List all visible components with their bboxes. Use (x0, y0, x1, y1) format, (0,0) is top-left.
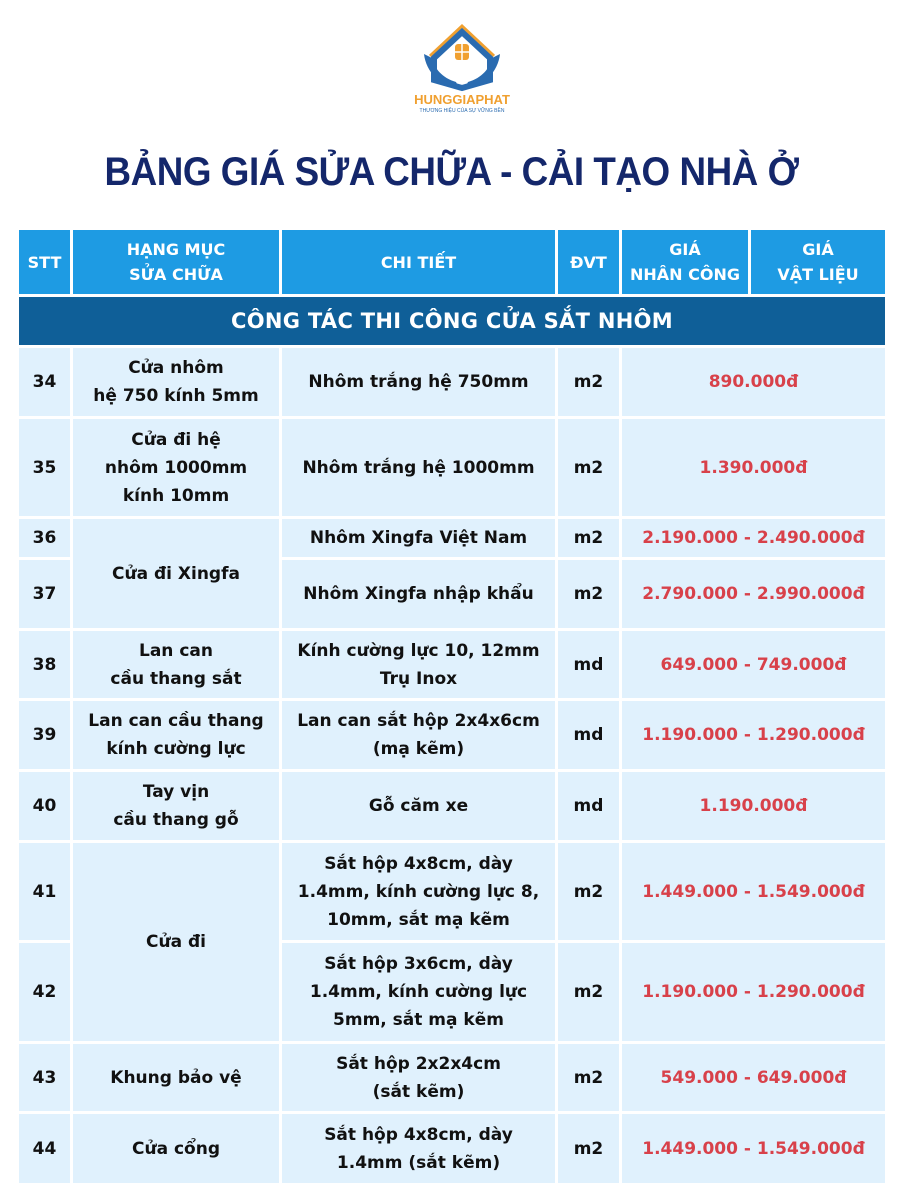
cell-detail (282, 631, 555, 698)
cell-stt: 43 (19, 1044, 70, 1111)
detail-line: Lan can sắt hộp 2x4x6cm (297, 711, 540, 731)
page-title: BẢNG GIÁ SỬA CHỮA - CẢI TẠO NHÀ Ở (104, 150, 799, 194)
table-row (19, 1044, 885, 1111)
category-line: Cửa đi Xingfa (112, 563, 240, 584)
detail-line: Sắt hộp 3x6cm, dày (324, 954, 513, 974)
table-row (19, 419, 885, 516)
detail-line: Gỗ căm xe (368, 796, 469, 816)
section-row (19, 297, 885, 345)
header-labor-price (622, 230, 748, 294)
category-line: Lan can (139, 640, 213, 661)
cell-stt: 44 (19, 1114, 70, 1183)
brand-logo (412, 14, 512, 119)
cell-category (73, 1044, 279, 1111)
cell-stt: 36 (19, 519, 70, 557)
header-stt: STT (19, 230, 70, 294)
category-line: Lan can cầu thang (88, 711, 264, 731)
category-line: Cửa nhôm (128, 358, 224, 378)
cell-stt: 35 (19, 419, 70, 516)
cell-detail (282, 348, 555, 416)
detail-line: 1.4mm, kính cường lực (309, 982, 528, 1002)
detail-line: 10mm, sắt mạ kẽm (327, 909, 510, 930)
cell-price: 1.190.000 - 1.290.000đ (622, 943, 885, 1041)
cell-detail (282, 419, 555, 516)
cell-price: 1.190.000đ (622, 772, 885, 840)
header-labor-line1: GIÁ (669, 240, 701, 259)
category-line: nhôm 1000mm (104, 457, 248, 478)
detail-line: Nhôm Xingfa nhập khẩu (303, 584, 534, 604)
detail-line: Sắt hộp 4x8cm, dày (324, 853, 513, 874)
cell-price: 549.000 - 649.000đ (622, 1044, 885, 1111)
category-line: Khung bảo vệ (110, 1067, 242, 1088)
cell-unit: m2 (558, 519, 619, 557)
table-header-row (19, 230, 885, 294)
cell-price: 2.790.000 - 2.990.000đ (622, 560, 885, 628)
detail-line: Kính cường lực 10, 12mm (297, 640, 540, 661)
category-line: Cửa đi (146, 932, 206, 952)
cell-detail (282, 1114, 555, 1183)
cell-category (73, 701, 279, 769)
cell-price: 1.449.000 - 1.549.000đ (622, 1114, 885, 1183)
cell-unit: md (558, 631, 619, 698)
detail-line: Sắt hộp 4x8cm, dày (324, 1124, 513, 1145)
header-material-line2: VẬT LIỆU (777, 265, 859, 284)
category-line: Tay vịn (142, 782, 210, 802)
header-unit: ĐVT (558, 230, 619, 294)
category-line: Cửa cổng (132, 1138, 220, 1159)
cell-price: 2.190.000 - 2.490.000đ (622, 519, 885, 557)
cell-detail (282, 772, 555, 840)
category-line: kính 10mm (122, 485, 230, 506)
category-line: cầu thang sắt (110, 668, 242, 689)
header-category (73, 230, 279, 294)
cell-category (73, 419, 279, 516)
cell-stt: 38 (19, 631, 70, 698)
brand-tagline: THƯƠNG HIỆU CỦA SỰ VỮNG BỀN (419, 108, 505, 114)
table-row (19, 772, 885, 840)
cell-stt: 41 (19, 843, 70, 940)
category-line: kính cường lực (106, 739, 246, 759)
cell-unit: m2 (558, 1044, 619, 1111)
detail-line: Trụ Inox (379, 668, 458, 689)
detail-line: Nhôm trắng hệ 750mm (308, 372, 529, 392)
brand-name: HUNGGIAPHAT (414, 92, 510, 107)
cell-detail (282, 701, 555, 769)
category-line: cầu thang gỗ (113, 810, 239, 830)
cell-stt: 42 (19, 943, 70, 1041)
category-line: Cửa đi hệ (131, 429, 221, 450)
cell-stt: 40 (19, 772, 70, 840)
header-category-line1: HẠNG MỤC (126, 240, 226, 259)
section-title: CÔNG TÁC THI CÔNG CỬA SẮT NHÔM (19, 297, 885, 345)
house-hands-icon (412, 14, 512, 94)
table-row (19, 348, 885, 416)
category-line: hệ 750 kính 5mm (93, 386, 259, 406)
detail-line: 1.4mm (sắt kẽm) (336, 1152, 501, 1173)
detail-line: Nhôm Xingfa Việt Nam (309, 528, 528, 548)
cell-category (73, 631, 279, 698)
header-material-line1: GIÁ (802, 240, 834, 259)
cell-category (73, 843, 279, 1041)
table-row (19, 631, 885, 698)
cell-category (73, 519, 279, 628)
cell-unit: m2 (558, 843, 619, 940)
cell-stt: 34 (19, 348, 70, 416)
cell-price: 890.000đ (622, 348, 885, 416)
cell-stt: 37 (19, 560, 70, 628)
table-row (19, 843, 885, 940)
cell-price: 1.190.000 - 1.290.000đ (622, 701, 885, 769)
detail-line: (sắt kẽm) (372, 1081, 465, 1102)
header-material-price (751, 230, 885, 294)
cell-category (73, 1114, 279, 1183)
table-row (19, 1114, 885, 1183)
detail-line: 5mm, sắt mạ kẽm (333, 1010, 504, 1030)
price-table (16, 227, 888, 1186)
cell-unit: m2 (558, 348, 619, 416)
cell-unit: m2 (558, 419, 619, 516)
cell-category (73, 348, 279, 416)
cell-unit: md (558, 701, 619, 769)
cell-unit: m2 (558, 1114, 619, 1183)
cell-detail (282, 560, 555, 628)
cell-price: 1.449.000 - 1.549.000đ (622, 843, 885, 940)
header-labor-line2: NHÂN CÔNG (630, 265, 740, 284)
detail-line: 1.4mm, kính cường lực 8, (297, 881, 540, 902)
table-row (19, 701, 885, 769)
cell-price: 1.390.000đ (622, 419, 885, 516)
cell-detail (282, 519, 555, 557)
cell-unit: m2 (558, 560, 619, 628)
cell-detail (282, 1044, 555, 1111)
detail-line: (mạ kẽm) (372, 739, 465, 759)
header-category-line2: SỬA CHỮA (129, 265, 223, 284)
cell-detail (282, 843, 555, 940)
detail-line: Sắt hộp 2x2x4cm (336, 1053, 501, 1074)
cell-unit: md (558, 772, 619, 840)
cell-category (73, 772, 279, 840)
cell-price: 649.000 - 749.000đ (622, 631, 885, 698)
table-row (19, 519, 885, 557)
cell-stt: 39 (19, 701, 70, 769)
detail-line: Nhôm trắng hệ 1000mm (302, 457, 535, 478)
header-detail: CHI TIẾT (282, 230, 555, 294)
cell-unit: m2 (558, 943, 619, 1041)
cell-detail (282, 943, 555, 1041)
